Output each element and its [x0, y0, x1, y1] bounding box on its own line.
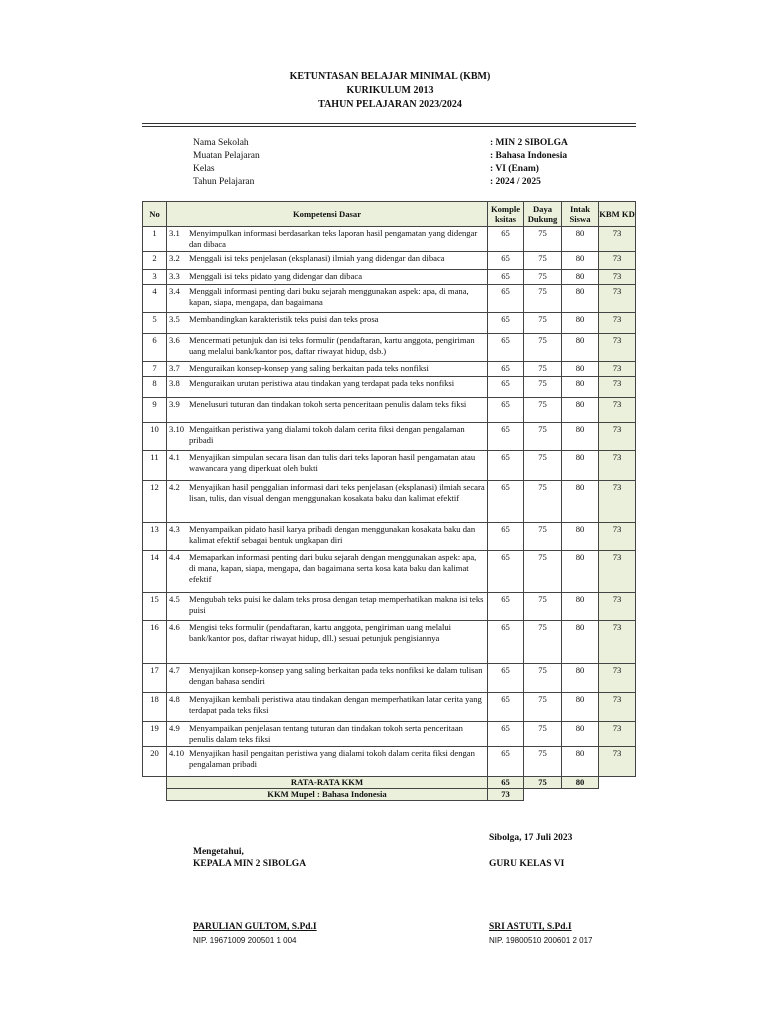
row-daya-dukung: 75	[524, 285, 562, 313]
info-value-class: : VI (Enam)	[490, 164, 539, 174]
row-kompetensi-dasar	[167, 398, 488, 423]
header-kompetensi-dasar: Kompetensi Dasar	[167, 202, 488, 227]
kbm-table	[142, 201, 636, 801]
kbm-table-footer	[143, 777, 636, 801]
table-row	[143, 722, 636, 747]
row-no: 17	[143, 664, 167, 693]
row-no: 13	[143, 523, 167, 551]
table-row	[143, 664, 636, 693]
row-no: 4	[143, 285, 167, 313]
row-kbm-kd: 73	[599, 481, 636, 523]
row-kompetensi-dasar	[167, 362, 488, 377]
kd-text: Menyajikan hasil penggalian informasi dari teks penjelasan (eksplanasi) ilmiah secara lisan, tulis, dan visual dengan menggunakan kosakata baku dan kalimat efektif	[189, 482, 485, 503]
row-intak-siswa: 80	[562, 451, 599, 481]
kd-code: 4.10	[169, 748, 185, 758]
kd-text: Menggali isi teks penjelasan (eksplanasi) ilmiah yang didengar dan dibaca	[189, 253, 445, 263]
table-row	[143, 551, 636, 593]
row-kompetensi-dasar	[167, 693, 488, 722]
header-kbm-kd: KBM KD	[599, 202, 636, 227]
row-no: 1	[143, 227, 167, 252]
table-row	[143, 481, 636, 523]
row-no: 18	[143, 693, 167, 722]
kd-text: Mencermati petunjuk dan isi teks formulir (pendaftaran, kartu anggota, pengiriman uang melalui bank/kantor pos, daftar riwayat hidup, dsb.)	[189, 335, 475, 356]
row-kbm-kd: 73	[599, 423, 636, 451]
row-kbm-kd: 73	[599, 593, 636, 621]
row-kompetensi-dasar	[167, 270, 488, 285]
row-intak-siswa: 80	[562, 313, 599, 334]
row-daya-dukung: 75	[524, 664, 562, 693]
right-signer-nip: NIP. 19800510 200601 2 017	[489, 936, 593, 945]
row-kompleksitas: 65	[488, 270, 524, 285]
row-kompleksitas: 65	[488, 398, 524, 423]
kd-text: Menyampaikan penjelasan tentang tuturan dan tindakan tokoh serta penceritaan penulis dalam teks fiksi	[189, 723, 463, 744]
title-divider-top	[142, 123, 636, 124]
mupel-blank	[524, 789, 636, 801]
row-intak-siswa: 80	[562, 362, 599, 377]
row-kompleksitas: 65	[488, 285, 524, 313]
row-intak-siswa: 80	[562, 227, 599, 252]
row-kompetensi-dasar	[167, 423, 488, 451]
row-kompleksitas: 65	[488, 747, 524, 777]
row-no: 19	[143, 722, 167, 747]
row-no: 6	[143, 334, 167, 362]
row-no: 7	[143, 362, 167, 377]
row-no: 5	[143, 313, 167, 334]
kd-text: Mengubah teks puisi ke dalam teks prosa dengan tetap memperhatikan makna isi teks puisi	[189, 594, 484, 615]
row-kompleksitas: 65	[488, 722, 524, 747]
row-intak-siswa: 80	[562, 722, 599, 747]
kd-code: 3.3	[169, 271, 180, 281]
kd-code: 3.10	[169, 424, 185, 434]
info-label-year: Tahun Pelajaran	[193, 177, 255, 187]
row-kompleksitas: 65	[488, 621, 524, 664]
kd-text: Menyajikan simpulan secara lisan dan tulis dari teks laporan hasil pengamatan atau wawancara yang diperkuat oleh bukti	[189, 452, 476, 473]
row-intak-siswa: 80	[562, 621, 599, 664]
row-intak-siswa: 80	[562, 398, 599, 423]
row-daya-dukung: 75	[524, 693, 562, 722]
row-no: 14	[143, 551, 167, 593]
row-kompetensi-dasar	[167, 252, 488, 270]
kd-text: Menyajikan hasil pengaitan peristiwa yang dialami tokoh dalam cerita fiksi dengan pengalaman pribadi	[189, 748, 475, 769]
row-kompleksitas: 65	[488, 423, 524, 451]
kd-code: 4.9	[169, 723, 180, 733]
rata-kompleksitas: 65	[488, 777, 524, 789]
kd-code: 3.6	[169, 335, 180, 345]
row-daya-dukung: 75	[524, 551, 562, 593]
row-kbm-kd: 73	[599, 398, 636, 423]
row-kompetensi-dasar	[167, 747, 488, 777]
row-daya-dukung: 75	[524, 377, 562, 398]
row-daya-dukung: 75	[524, 227, 562, 252]
right-signer-name: SRI ASTUTI, S.Pd.I	[489, 922, 572, 932]
info-value-year: : 2024 / 2025	[490, 177, 541, 187]
row-kbm-kd: 73	[599, 664, 636, 693]
row-kbm-kd: 73	[599, 693, 636, 722]
table-row	[143, 285, 636, 313]
row-intak-siswa: 80	[562, 593, 599, 621]
row-kompetensi-dasar	[167, 722, 488, 747]
row-kbm-kd: 73	[599, 313, 636, 334]
row-kompetensi-dasar	[167, 481, 488, 523]
kbm-table-body	[143, 227, 636, 777]
kd-code: 4.7	[169, 665, 180, 675]
header-no: No	[143, 202, 167, 227]
row-intak-siswa: 80	[562, 693, 599, 722]
row-kbm-kd: 73	[599, 621, 636, 664]
row-intak-siswa: 80	[562, 334, 599, 362]
school-info	[193, 137, 593, 193]
row-kbm-kd: 73	[599, 523, 636, 551]
row-kompetensi-dasar	[167, 523, 488, 551]
kd-text: Menyampaikan pidato hasil karya pribadi dengan menggunakan kosakata baku dan kalimat efektif sebagai bentuk ungkapan diri	[189, 524, 476, 545]
kd-text: Menyimpulkan informasi berdasarkan teks laporan hasil pengamatan yang didengar dan dibaca	[189, 228, 478, 249]
header-intak-siswa: Intak Siswa	[562, 202, 599, 227]
kd-text: Membandingkan karakteristik teks puisi dan teks prosa	[189, 314, 379, 324]
row-kbm-kd: 73	[599, 270, 636, 285]
table-row	[143, 270, 636, 285]
kd-code: 3.8	[169, 378, 180, 388]
row-kompetensi-dasar	[167, 227, 488, 252]
left-signer-nip: NIP. 19671009 200501 1 004	[193, 936, 297, 945]
row-no: 3	[143, 270, 167, 285]
left-signer-name: PARULIAN GULTOM, S.Pd.I	[193, 922, 317, 932]
kd-text: Menguraikan urutan peristiwa atau tindakan yang terdapat pada teks nonfiksi	[189, 378, 455, 388]
row-kbm-kd: 73	[599, 362, 636, 377]
rata-label: RATA-RATA KKM	[167, 777, 488, 789]
row-no: 2	[143, 252, 167, 270]
table-row	[143, 747, 636, 777]
kd-text: Menggali isi teks pidato yang didengar dan dibaca	[189, 271, 363, 281]
row-daya-dukung: 75	[524, 747, 562, 777]
row-kbm-kd: 73	[599, 722, 636, 747]
rata-blank	[599, 777, 636, 789]
table-row	[143, 523, 636, 551]
row-kbm-kd: 73	[599, 377, 636, 398]
kd-text: Menggali informasi penting dari buku sejarah menggunakan aspek: apa, di mana, kapan, siapa, mengapa, dan bagaimana	[189, 286, 469, 307]
row-daya-dukung: 75	[524, 313, 562, 334]
row-daya-dukung: 75	[524, 423, 562, 451]
row-no: 8	[143, 377, 167, 398]
info-label-subject: Muatan Pelajaran	[193, 151, 260, 161]
info-value-subject: : Bahasa Indonesia	[490, 151, 568, 161]
rata-spacer	[143, 777, 167, 789]
kd-text: Memaparkan informasi penting dari buku sejarah dengan menggunakan aspek: apa, di mana, kapan, siapa, mengapa, dan bagaimana serta kosa kata baku dan kalimat efektif	[189, 552, 477, 584]
row-no: 15	[143, 593, 167, 621]
kd-code: 3.9	[169, 399, 180, 409]
row-kompleksitas: 65	[488, 551, 524, 593]
row-kompleksitas: 65	[488, 451, 524, 481]
table-row	[143, 593, 636, 621]
row-kompleksitas: 65	[488, 334, 524, 362]
info-label-school: Nama Sekolah	[193, 138, 249, 148]
kd-code: 4.3	[169, 524, 180, 534]
kd-code: 3.7	[169, 363, 180, 373]
kd-code: 3.4	[169, 286, 180, 296]
row-kompetensi-dasar	[167, 621, 488, 664]
row-intak-siswa: 80	[562, 270, 599, 285]
row-kompleksitas: 65	[488, 313, 524, 334]
row-kompleksitas: 65	[488, 481, 524, 523]
row-intak-siswa: 80	[562, 377, 599, 398]
row-no: 12	[143, 481, 167, 523]
row-kompleksitas: 65	[488, 593, 524, 621]
info-value-school: : MIN 2 SIBOLGA	[490, 138, 568, 148]
row-daya-dukung: 75	[524, 523, 562, 551]
row-kompleksitas: 65	[488, 252, 524, 270]
row-intak-siswa: 80	[562, 481, 599, 523]
place-date: Sibolga, 17 Juli 2023	[489, 833, 573, 843]
kd-text: Mengaitkan peristiwa yang dialami tokoh dalam cerita fiksi dengan pengalaman pribadi	[189, 424, 465, 445]
kd-text: Menyajikan konsep-konsep yang saling berkaitan pada teks nonfiksi ke dalam tulisan dengan bahasa sendiri	[189, 665, 483, 686]
kd-code: 4.6	[169, 622, 180, 632]
row-kbm-kd: 73	[599, 227, 636, 252]
row-kompleksitas: 65	[488, 664, 524, 693]
doc-title-line-1: KETUNTASAN BELAJAR MINIMAL (KBM)	[289, 71, 491, 82]
doc-title-line-3: TAHUN PELAJARAN 2023/2024	[318, 99, 462, 110]
table-row	[143, 377, 636, 398]
kd-code: 4.8	[169, 694, 180, 704]
rata-daya-dukung: 75	[524, 777, 562, 789]
doc-title-line-2: KURIKULUM 2013	[346, 85, 434, 96]
row-intak-siswa: 80	[562, 252, 599, 270]
row-daya-dukung: 75	[524, 270, 562, 285]
mupel-value: 73	[488, 789, 524, 801]
mupel-label: KKM Mupel : Bahasa Indonesia	[167, 789, 488, 801]
kd-text: Menelusuri tuturan dan tindakan tokoh serta penceritaan penulis dalam teks fiksi	[189, 399, 467, 409]
row-intak-siswa: 80	[562, 423, 599, 451]
row-kbm-kd: 73	[599, 252, 636, 270]
left-signer-role: KEPALA MIN 2 SIBOLGA	[193, 859, 307, 869]
table-row	[143, 313, 636, 334]
row-daya-dukung: 75	[524, 722, 562, 747]
row-kompetensi-dasar	[167, 451, 488, 481]
row-kompleksitas: 65	[488, 227, 524, 252]
kd-code: 3.5	[169, 314, 180, 324]
row-daya-dukung: 75	[524, 252, 562, 270]
row-intak-siswa: 80	[562, 664, 599, 693]
row-kbm-kd: 73	[599, 451, 636, 481]
table-row	[143, 621, 636, 664]
row-no: 9	[143, 398, 167, 423]
row-kompetensi-dasar	[167, 313, 488, 334]
row-kompleksitas: 65	[488, 693, 524, 722]
row-kbm-kd: 73	[599, 285, 636, 313]
header-kompleksitas: Komple ksitas	[488, 202, 524, 227]
right-signer-role: GURU KELAS VI	[489, 859, 565, 869]
row-kbm-kd: 73	[599, 334, 636, 362]
row-intak-siswa: 80	[562, 747, 599, 777]
row-kbm-kd: 73	[599, 747, 636, 777]
kd-code: 4.5	[169, 594, 180, 604]
table-row	[143, 334, 636, 362]
mupel-spacer	[143, 789, 167, 801]
rata-intak-siswa: 80	[562, 777, 599, 789]
kd-code: 4.4	[169, 552, 180, 562]
row-daya-dukung: 75	[524, 398, 562, 423]
row-intak-siswa: 80	[562, 551, 599, 593]
row-daya-dukung: 75	[524, 621, 562, 664]
row-daya-dukung: 75	[524, 362, 562, 377]
row-intak-siswa: 80	[562, 523, 599, 551]
kd-text: Mengisi teks formulir (pendaftaran, kartu anggota, pengiriman uang melalui bank/kantor pos, daftar riwayat hidup, dll.) sesuai petunjuk pengisiannya	[189, 622, 452, 643]
row-kompleksitas: 65	[488, 523, 524, 551]
table-row	[143, 362, 636, 377]
row-no: 16	[143, 621, 167, 664]
row-kompleksitas: 65	[488, 362, 524, 377]
kd-code: 4.1	[169, 452, 180, 462]
title-divider-bottom	[142, 126, 636, 127]
kd-code: 3.1	[169, 228, 180, 238]
table-row	[143, 252, 636, 270]
row-intak-siswa: 80	[562, 285, 599, 313]
row-daya-dukung: 75	[524, 593, 562, 621]
row-kompleksitas: 65	[488, 377, 524, 398]
header-daya-dukung: Daya Dukung	[524, 202, 562, 227]
table-row	[143, 227, 636, 252]
table-row	[143, 693, 636, 722]
row-kompetensi-dasar	[167, 377, 488, 398]
row-no: 10	[143, 423, 167, 451]
row-daya-dukung: 75	[524, 481, 562, 523]
row-kbm-kd: 73	[599, 551, 636, 593]
kd-text: Menyajikan kembali peristiwa atau tindakan dengan memperhatikan latar cerita yang terdapat pada teks fiksi	[189, 694, 482, 715]
row-kompetensi-dasar	[167, 593, 488, 621]
kd-text: Menguraikan konsep-konsep yang saling berkaitan pada teks nonfiksi	[189, 363, 429, 373]
table-row	[143, 423, 636, 451]
row-no: 20	[143, 747, 167, 777]
row-daya-dukung: 75	[524, 451, 562, 481]
kd-code: 3.2	[169, 253, 180, 263]
row-kompetensi-dasar	[167, 664, 488, 693]
row-daya-dukung: 75	[524, 334, 562, 362]
row-kompetensi-dasar	[167, 334, 488, 362]
row-kompetensi-dasar	[167, 285, 488, 313]
kd-code: 4.2	[169, 482, 180, 492]
table-row	[143, 398, 636, 423]
row-no: 11	[143, 451, 167, 481]
mengetahui-label: Mengetahui,	[193, 847, 244, 857]
row-kompetensi-dasar	[167, 551, 488, 593]
info-label-class: Kelas	[193, 164, 215, 174]
table-row	[143, 451, 636, 481]
